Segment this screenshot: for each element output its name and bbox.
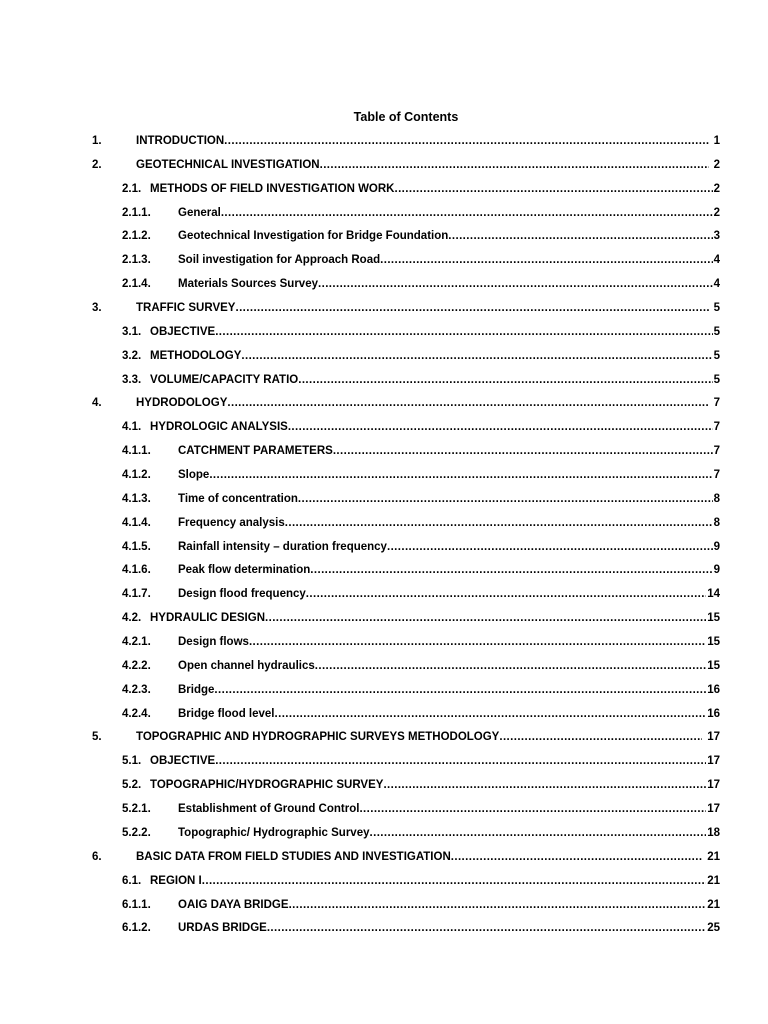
- toc-dot-leader: [275, 703, 707, 727]
- toc-entry-page-number: 8: [713, 492, 720, 505]
- toc-entry-number: 3.2.: [122, 349, 142, 362]
- toc-entry-label: URDAS BRIDGE: [178, 922, 267, 935]
- toc-entry-page-number: 21: [707, 874, 720, 887]
- toc-entry-number: 5.2.1.: [122, 803, 151, 816]
- toc-entry-label: CATCHMENT PARAMETERS: [178, 445, 333, 458]
- toc-entry-number: 3.: [92, 302, 102, 315]
- toc-entry-line: [178, 822, 720, 846]
- toc-entry-page-number: 2: [713, 206, 720, 219]
- toc-entry-line: [150, 416, 720, 440]
- toc-entry-number: 2.: [92, 158, 102, 171]
- toc-entry-page-number: 18: [707, 826, 720, 839]
- toc-entry[interactable]: [0, 225, 768, 249]
- toc-entry[interactable]: [0, 369, 768, 393]
- toc-dot-leader: [318, 273, 713, 297]
- toc-entry-line: [178, 464, 720, 488]
- toc-dot-leader: [315, 655, 706, 679]
- toc-entry-line: [178, 559, 720, 583]
- toc-dot-leader: [215, 750, 706, 774]
- toc-entry-number: 2.1.1.: [122, 206, 151, 219]
- toc-entry-number: 4.2.3.: [122, 683, 151, 696]
- toc-entry-label: Peak flow determination: [178, 564, 311, 577]
- toc-entry-label: TOPOGRAPHIC AND HYDROGRAPHIC SURVEYS METHODOLOGY: [136, 731, 500, 744]
- toc-entry-number: 4.1.7.: [122, 588, 151, 601]
- toc-entry[interactable]: [0, 870, 768, 894]
- toc-entry-label: HYDRAULIC DESIGN: [150, 612, 266, 625]
- toc-entry[interactable]: [0, 178, 768, 202]
- toc-entry-label: Soil investigation for Approach Road: [178, 254, 381, 267]
- toc-entry-page-number: 5: [713, 325, 720, 338]
- toc-entry-line: [178, 655, 720, 679]
- toc-dot-leader: [224, 130, 708, 154]
- toc-entry-line: [178, 273, 720, 297]
- toc-entry[interactable]: [0, 297, 768, 321]
- toc-entry-page-number: 15: [707, 659, 720, 672]
- toc-entry-page-number: 7: [713, 397, 720, 410]
- toc-entry[interactable]: [0, 345, 768, 369]
- toc-entry-number: 4.1.5.: [122, 540, 151, 553]
- toc-entry-page-number: 17: [707, 803, 720, 816]
- toc-entry-line: [150, 750, 720, 774]
- toc-entry-line: [150, 369, 720, 393]
- toc-entry[interactable]: [0, 679, 768, 703]
- toc-entry-label: Slope: [178, 469, 210, 482]
- toc-entry-number: 4.1.2.: [122, 469, 151, 482]
- toc-entry-number: 6.1.1.: [122, 898, 151, 911]
- toc-entry-line: [150, 607, 720, 631]
- toc-entry-number: 4.2.1.: [122, 636, 151, 649]
- toc-entry-label: Open channel hydraulics: [178, 659, 315, 672]
- toc-title: Table of Contents: [353, 110, 459, 124]
- toc-entry-label: Frequency analysis: [178, 516, 285, 529]
- toc-dot-leader: [209, 464, 712, 488]
- toc-entry-label: METHODS OF FIELD INVESTIGATION WORK: [150, 182, 395, 195]
- toc-entry-line: [136, 297, 720, 321]
- toc-entry-number: 5.2.2.: [122, 826, 151, 839]
- toc-entry-label: Bridge: [178, 683, 215, 696]
- toc-entry-number: 2.1.: [122, 182, 142, 195]
- toc-entry-label: Design flows: [178, 636, 249, 649]
- toc-entry-line: [150, 321, 720, 345]
- toc-entry-number: 4.1.6.: [122, 564, 151, 577]
- toc-entry-label: Topographic/ Hydrographic Survey: [178, 826, 370, 839]
- toc-entry-line: [136, 726, 720, 750]
- toc-entry-number: 4.2.4.: [122, 707, 151, 720]
- toc-dot-leader: [370, 822, 707, 846]
- toc-entry[interactable]: [0, 464, 768, 488]
- toc-entry-page-number: 4: [713, 254, 720, 267]
- toc-entry-label: GEOTECHNICAL INVESTIGATION: [136, 158, 320, 171]
- toc-entry-page-number: 9: [713, 540, 720, 553]
- toc-dot-leader: [249, 631, 706, 655]
- toc-entry-number: 4.2.2.: [122, 659, 151, 672]
- toc-dot-leader: [387, 536, 713, 560]
- toc-entry[interactable]: [0, 655, 768, 679]
- toc-entry-page-number: 15: [707, 612, 720, 625]
- toc-entry-number: 2.1.4.: [122, 278, 151, 291]
- toc-entry-line: [178, 512, 720, 536]
- toc-dot-leader: [298, 369, 712, 393]
- toc-dot-leader: [310, 559, 712, 583]
- toc-entry-page-number: 7: [713, 445, 720, 458]
- toc-entry[interactable]: [0, 249, 768, 273]
- toc-entry-number: 4.1.3.: [122, 492, 151, 505]
- toc-entry[interactable]: [0, 917, 768, 941]
- toc-dot-leader: [306, 583, 706, 607]
- toc-dot-leader: [289, 894, 707, 918]
- toc-entry[interactable]: [0, 607, 768, 631]
- toc-dot-leader: [448, 225, 712, 249]
- toc-entry-page-number: 16: [707, 683, 720, 696]
- toc-entry-label: General: [178, 206, 221, 219]
- toc-entry-number: 1.: [92, 135, 102, 147]
- toc-entry[interactable]: [0, 321, 768, 345]
- toc-dot-leader: [298, 488, 713, 512]
- toc-entry[interactable]: [0, 202, 768, 226]
- toc-entry-line: [178, 249, 720, 273]
- toc-entry-number: 4.2.: [122, 612, 142, 625]
- toc-entry-line: [178, 583, 720, 607]
- toc-entry-number: 4.1.1.: [122, 445, 151, 458]
- toc-entry[interactable]: [0, 631, 768, 655]
- toc-entry-page-number: 1: [713, 135, 720, 147]
- toc-entry-line: [136, 846, 720, 870]
- toc-entry-number: 6.: [92, 850, 102, 863]
- toc-entry-number: 3.3.: [122, 373, 142, 386]
- toc-entry-line: [178, 798, 720, 822]
- toc-entry[interactable]: [0, 822, 768, 846]
- toc-entry[interactable]: [0, 846, 768, 870]
- toc-entry-page-number: 17: [707, 779, 720, 792]
- toc-entry[interactable]: [0, 750, 768, 774]
- toc-entry-number: 6.1.2.: [122, 922, 151, 935]
- toc-entry[interactable]: [0, 703, 768, 727]
- toc-entry-label: OAIG DAYA BRIDGE: [178, 898, 289, 911]
- toc-entry-page-number: 8: [713, 516, 720, 529]
- toc-dot-leader: [288, 416, 713, 440]
- toc-dot-leader: [235, 297, 708, 321]
- toc-entry-label: TRAFFIC SURVEY: [136, 302, 236, 315]
- toc-entry-line: [178, 917, 720, 941]
- toc-entry-page-number: 21: [707, 850, 720, 863]
- toc-entry-page-number: 5: [713, 373, 720, 386]
- toc-entry-line: [178, 440, 720, 464]
- toc-entry-line: [150, 870, 720, 894]
- toc-entry-number: 5.: [92, 731, 102, 744]
- toc-entry-page-number: 4: [713, 278, 720, 291]
- toc-entry-number: 4.1.: [122, 421, 142, 434]
- toc-entry-label: VOLUME/CAPACITY RATIO: [150, 373, 299, 386]
- toc-list: [0, 130, 768, 941]
- toc-entry-line: [136, 130, 720, 154]
- toc-entry-label: HYDROLOGIC ANALYSIS: [150, 421, 288, 434]
- toc-entry[interactable]: [0, 798, 768, 822]
- toc-entry-line: [150, 345, 720, 369]
- toc-entry[interactable]: [0, 488, 768, 512]
- toc-dot-leader: [202, 870, 706, 894]
- toc-entry[interactable]: [0, 512, 768, 536]
- toc-entry-page-number: 7: [713, 421, 720, 434]
- toc-entry-page-number: 9: [713, 564, 720, 577]
- toc-entry-line: [178, 679, 720, 703]
- toc-entry[interactable]: [0, 774, 768, 798]
- toc-dot-leader: [215, 321, 712, 345]
- toc-entry-label: Rainfall intensity – duration frequency: [178, 540, 387, 553]
- toc-entry-label: REGION I: [150, 874, 202, 887]
- toc-entry-label: Time of concentration: [178, 492, 298, 505]
- toc-entry-number: 5.1.: [122, 755, 142, 768]
- toc-entry-page-number: 2: [713, 158, 720, 171]
- toc-entry-line: [178, 703, 720, 727]
- toc-entry-page-number: 15: [707, 636, 720, 649]
- toc-entry-number: 2.1.3.: [122, 254, 151, 267]
- toc-entry-page-number: 16: [707, 707, 720, 720]
- toc-entry-line: [178, 488, 720, 512]
- toc-entry-label: Bridge flood level: [178, 707, 275, 720]
- toc-entry[interactable]: [0, 559, 768, 583]
- toc-entry-line: [178, 225, 720, 249]
- toc-entry-label: OBJECTIVE: [150, 325, 216, 338]
- toc-entry-page-number: 5: [713, 349, 720, 362]
- toc-entry-line: [178, 202, 720, 226]
- toc-dot-leader: [333, 440, 713, 464]
- toc-entry-line: [178, 631, 720, 655]
- toc-entry[interactable]: [0, 536, 768, 560]
- toc-entry-number: 6.1.: [122, 874, 142, 887]
- toc-dot-leader: [499, 726, 702, 750]
- toc-entry-label: Materials Sources Survey: [178, 278, 318, 291]
- toc-dot-leader: [221, 202, 713, 226]
- toc-dot-leader: [380, 249, 712, 273]
- toc-dot-leader: [227, 392, 708, 416]
- toc-dot-leader: [285, 512, 713, 536]
- toc-entry-number: 3.1.: [122, 325, 142, 338]
- toc-entry-label: TOPOGRAPHIC/HYDROGRAPHIC SURVEY: [150, 779, 384, 792]
- toc-entry-line: [136, 392, 720, 416]
- toc-entry[interactable]: [0, 154, 768, 178]
- toc-entry-label: BASIC DATA FROM FIELD STUDIES AND INVESTIGATION: [136, 850, 451, 863]
- toc-entry-label: INTRODUCTION: [136, 135, 225, 147]
- toc-entry[interactable]: [0, 392, 768, 416]
- toc-entry-line: [136, 154, 720, 178]
- toc-dot-leader: [241, 345, 712, 369]
- toc-entry-label: Establishment of Ground Control: [178, 803, 360, 816]
- toc-dot-leader: [214, 679, 706, 703]
- toc-entry[interactable]: [0, 583, 768, 607]
- toc-entry-page-number: 25: [707, 922, 720, 935]
- toc-dot-leader: [394, 178, 712, 202]
- toc-dot-leader: [267, 917, 706, 941]
- toc-entry[interactable]: [0, 273, 768, 297]
- toc-entry-number: 5.2.: [122, 779, 142, 792]
- toc-entry-page-number: 2: [713, 182, 720, 195]
- toc-entry-line: [178, 536, 720, 560]
- toc-entry[interactable]: [0, 894, 768, 918]
- toc-entry-page-number: 21: [707, 898, 720, 911]
- toc-entry-line: [178, 894, 720, 918]
- toc-entry-page-number: 5: [713, 302, 720, 315]
- toc-entry-number: 4.1.4.: [122, 516, 151, 529]
- toc-entry-label: OBJECTIVE: [150, 755, 216, 768]
- toc-entry[interactable]: [0, 440, 768, 464]
- toc-dot-leader: [359, 798, 706, 822]
- toc-entry[interactable]: [0, 416, 768, 440]
- toc-dot-leader: [383, 774, 706, 798]
- toc-dot-leader: [320, 154, 709, 178]
- toc-entry-page-number: 17: [707, 755, 720, 768]
- toc-dot-leader: [265, 607, 706, 631]
- toc-entry-label: METHODOLOGY: [150, 349, 242, 362]
- toc-entry[interactable]: [0, 130, 768, 154]
- toc-entry-label: Geotechnical Investigation for Bridge Foundation: [178, 230, 449, 243]
- toc-entry-number: 4.: [92, 397, 102, 410]
- toc-entry-line: [150, 178, 720, 202]
- toc-entry[interactable]: [0, 726, 768, 750]
- toc-entry-label: HYDRODOLOGY: [136, 397, 228, 410]
- toc-entry-page-number: 3: [713, 230, 720, 243]
- toc-entry-number: 2.1.2.: [122, 230, 151, 243]
- toc-entry-page-number: 14: [707, 588, 720, 601]
- toc-entry-label: Design flood frequency: [178, 588, 306, 601]
- toc-dot-leader: [451, 846, 702, 870]
- toc-entry-page-number: 7: [713, 469, 720, 482]
- toc-entry-page-number: 17: [707, 731, 720, 744]
- toc-entry-line: [150, 774, 720, 798]
